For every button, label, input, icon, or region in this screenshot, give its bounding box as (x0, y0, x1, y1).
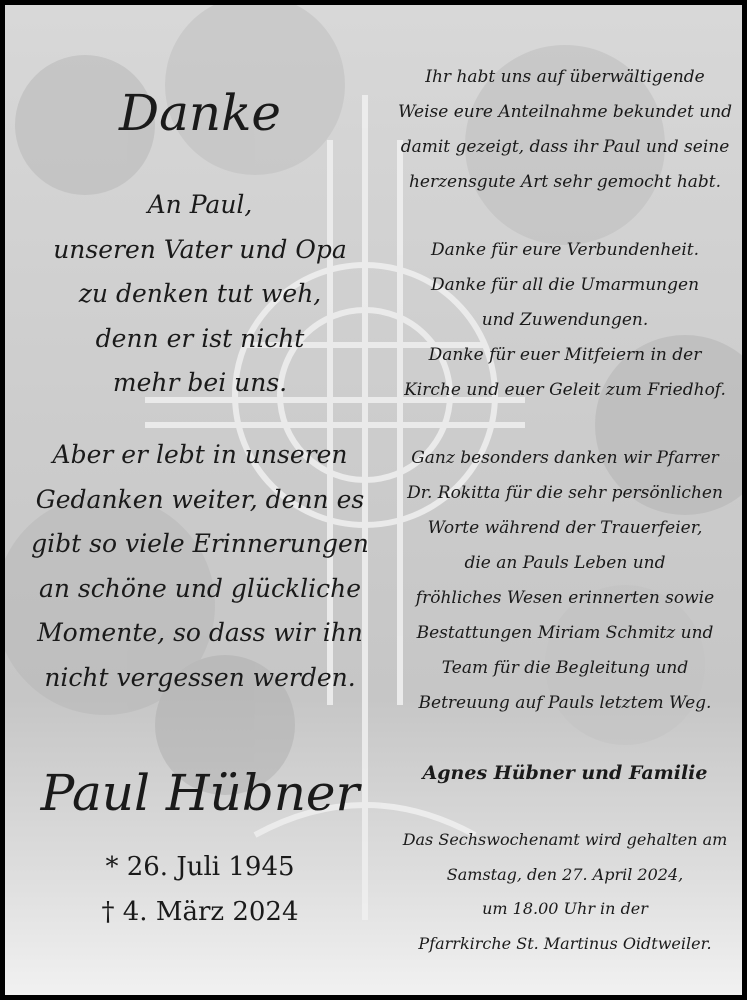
thanks-paragraph-2: Danke für eure Verbundenheit. Danke für all die Umarmungen und Zuwendungen. Danke für euer Mitfeiern in der Kirche und euer Geleit zum Friedhof. (404, 240, 726, 400)
thanks-paragraph-1: Ihr habt uns auf überwältigende Weise eure Anteilnahme bekundet und damit gezeigt, dass ihr Paul und seine herzensgute Art sehr gemocht habt. (397, 67, 733, 192)
death-date: † 4. März 2024 (101, 897, 299, 927)
verse-1: An Paul, unseren Vater und Opa zu denken tut weh, denn er ist nicht mehr bei uns. (53, 190, 347, 397)
family-signature: Agnes Hübner und Familie (422, 762, 708, 784)
mass-notice: Das Sechswochenamt wird gehalten am Samstag, den 27. April 2024, um 18.00 Uhr in der Pfarrkirche St. Martinus Oidtweiler. (402, 830, 728, 953)
birth-date: * 26. Juli 1945 (105, 852, 295, 882)
thanks-paragraph-3: Ganz besonders danken wir Pfarrer Dr. Rokitta für die sehr persönlichen Worte während der Trauerfeier, die an Pauls Leben und fröhliches Wesen erinnerten sowie Bestattungen Miriam Schmitz und Team für die Begleitung und Betreuung auf Pauls letztem Weg. (407, 448, 723, 713)
verse-2: Aber er lebt in unseren Gedanken weiter, denn es gibt so viele Erinnerungen an schöne und glückliche Momente, so dass wir ihn nicht vergessen werden. (31, 440, 369, 692)
life-dates (5, 845, 395, 935)
deceased-name: Paul Hübner (40, 764, 360, 822)
heading-danke: Danke (119, 84, 281, 142)
